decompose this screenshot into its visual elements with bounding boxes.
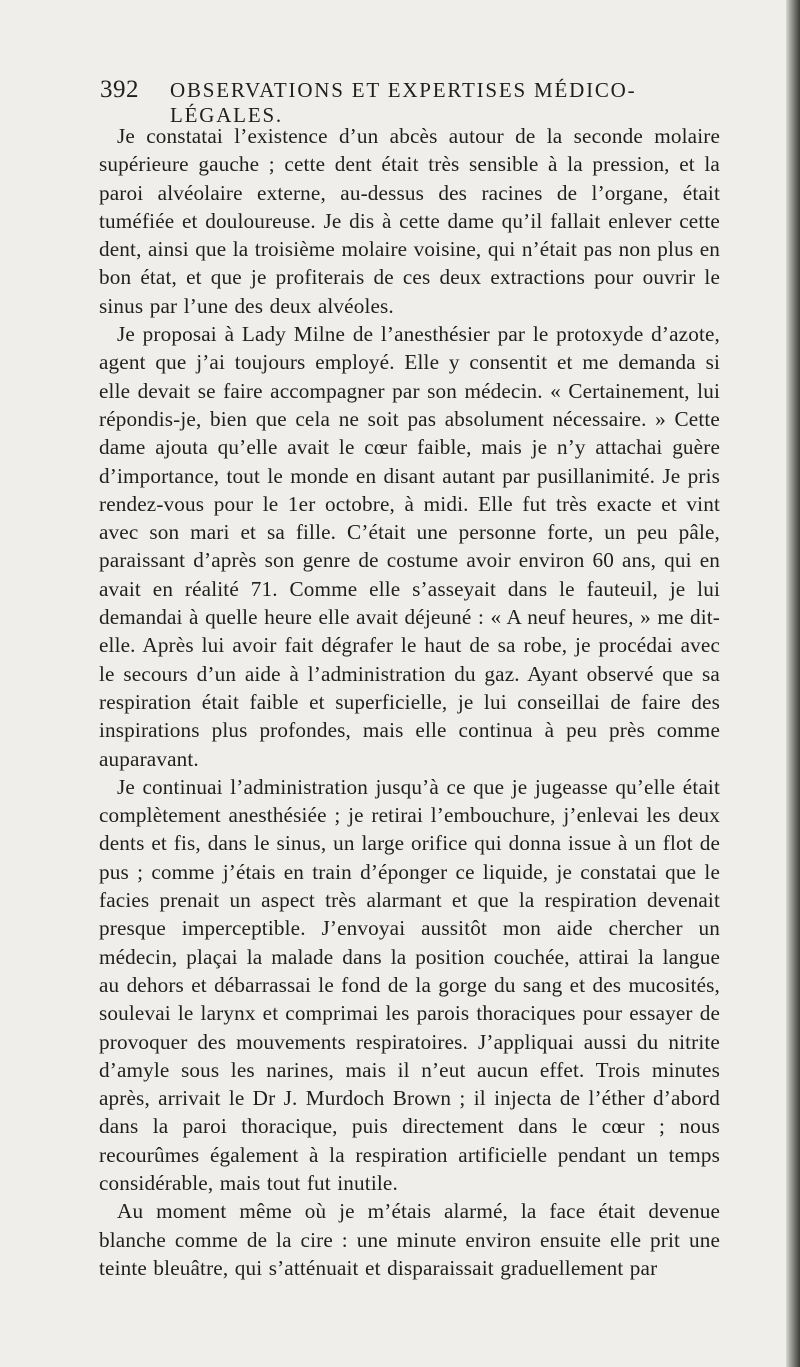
paragraph: Je constatai l’existence d’un abcès autour de la seconde molaire supérieure gauche ; cette dent était très sensible à la pression, et la paroi alvéolaire externe, au-dessus des racines de l’organe, était tuméfiée et douloureuse. Je dis à cette dame qu’il fallait enlever cette dent, ainsi que la troisième molaire voisine, qui n’était pas non plus en bon état, et que je profiterais de ces deux extractions pour ouvrir le sinus par l’une des deux alvéoles. bbox=[99, 124, 720, 318]
paragraph: Je proposai à Lady Milne de l’anesthésier par le protoxyde d’azote, agent que j’ai toujours employé. Elle y consentit et me demanda si elle devait se faire accompagner par son médecin. « Certainement, lui répondis-je, bien que cela ne soit pas absolument nécessaire. » Cette dame ajouta qu’elle avait le cœur faible, mais je n’y attachai guère d’importance, tout le monde en disant autant par pusillanimité. Je pris rendez-vous pour le 1er octobre, à midi. Elle fut très exacte et vint avec son mari et sa fille. C’était une personne forte, un peu pâle, paraissant d’après son genre de costume avoir environ 60 ans, qui en avait en réalité 71. Comme elle s’asseyait dans le fauteuil, je lui demandai à quelle heure elle avait déjeuné : « A neuf heures, » me dit-elle. Après lui avoir fait dégrafer le haut de sa robe, je procédai avec le secours d’un aide à l’administration du gaz. Ayant observé que sa respiration était faible et superficielle, je lui conseillai de faire des inspirations plus profondes, mais elle continua à peu près comme auparavant. bbox=[99, 322, 720, 771]
paragraph: Au moment même où je m’étais alarmé, la face était devenue blanche comme de la cire : une minute environ ensuite elle prit une teinte bleuâtre, qui s’atténuait et disparaissait graduellement par bbox=[99, 1199, 720, 1280]
binding-edge bbox=[786, 0, 800, 1367]
body-text bbox=[99, 122, 720, 1282]
running-head: OBSERVATIONS ET EXPERTISES MÉDICO-LÉGALES. bbox=[170, 78, 637, 127]
paragraph: Je continuai l’administration jusqu’à ce que je jugeasse qu’elle était complètement anesthésiée ; je retirai l’embouchure, j’enlevai les deux dents et fis, dans le sinus, un large orifice qui donna issue à un flot de pus ; comme j’étais en train d’éponger ce liquide, je constatai que le facies prenait un aspect très alarmant et que la respiration devenait presque imperceptible. J’envoyai aussitôt mon aide chercher un médecin, plaçai la malade dans la position couchée, attirai la langue au dehors et débarrassai le fond de la gorge du sang et des mucosités, soulevai le larynx et comprimai les parois thoraciques pour essayer de provoquer des mouvements respiratoires. J’appliquai aussi du nitrite d’amyle sous les narines, mais il n’eut aucun effet. Trois minutes après, arrivait le Dr J. Murdoch Brown ; il injecta de l’éther d’abord dans la paroi thoracique, puis directement dans le cœur ; nous recourûmes également à la respiration artificielle pendant un temps considérable, mais tout fut inutile. bbox=[99, 774, 720, 1195]
page-header bbox=[100, 76, 720, 127]
page-number: 392 bbox=[100, 76, 139, 103]
